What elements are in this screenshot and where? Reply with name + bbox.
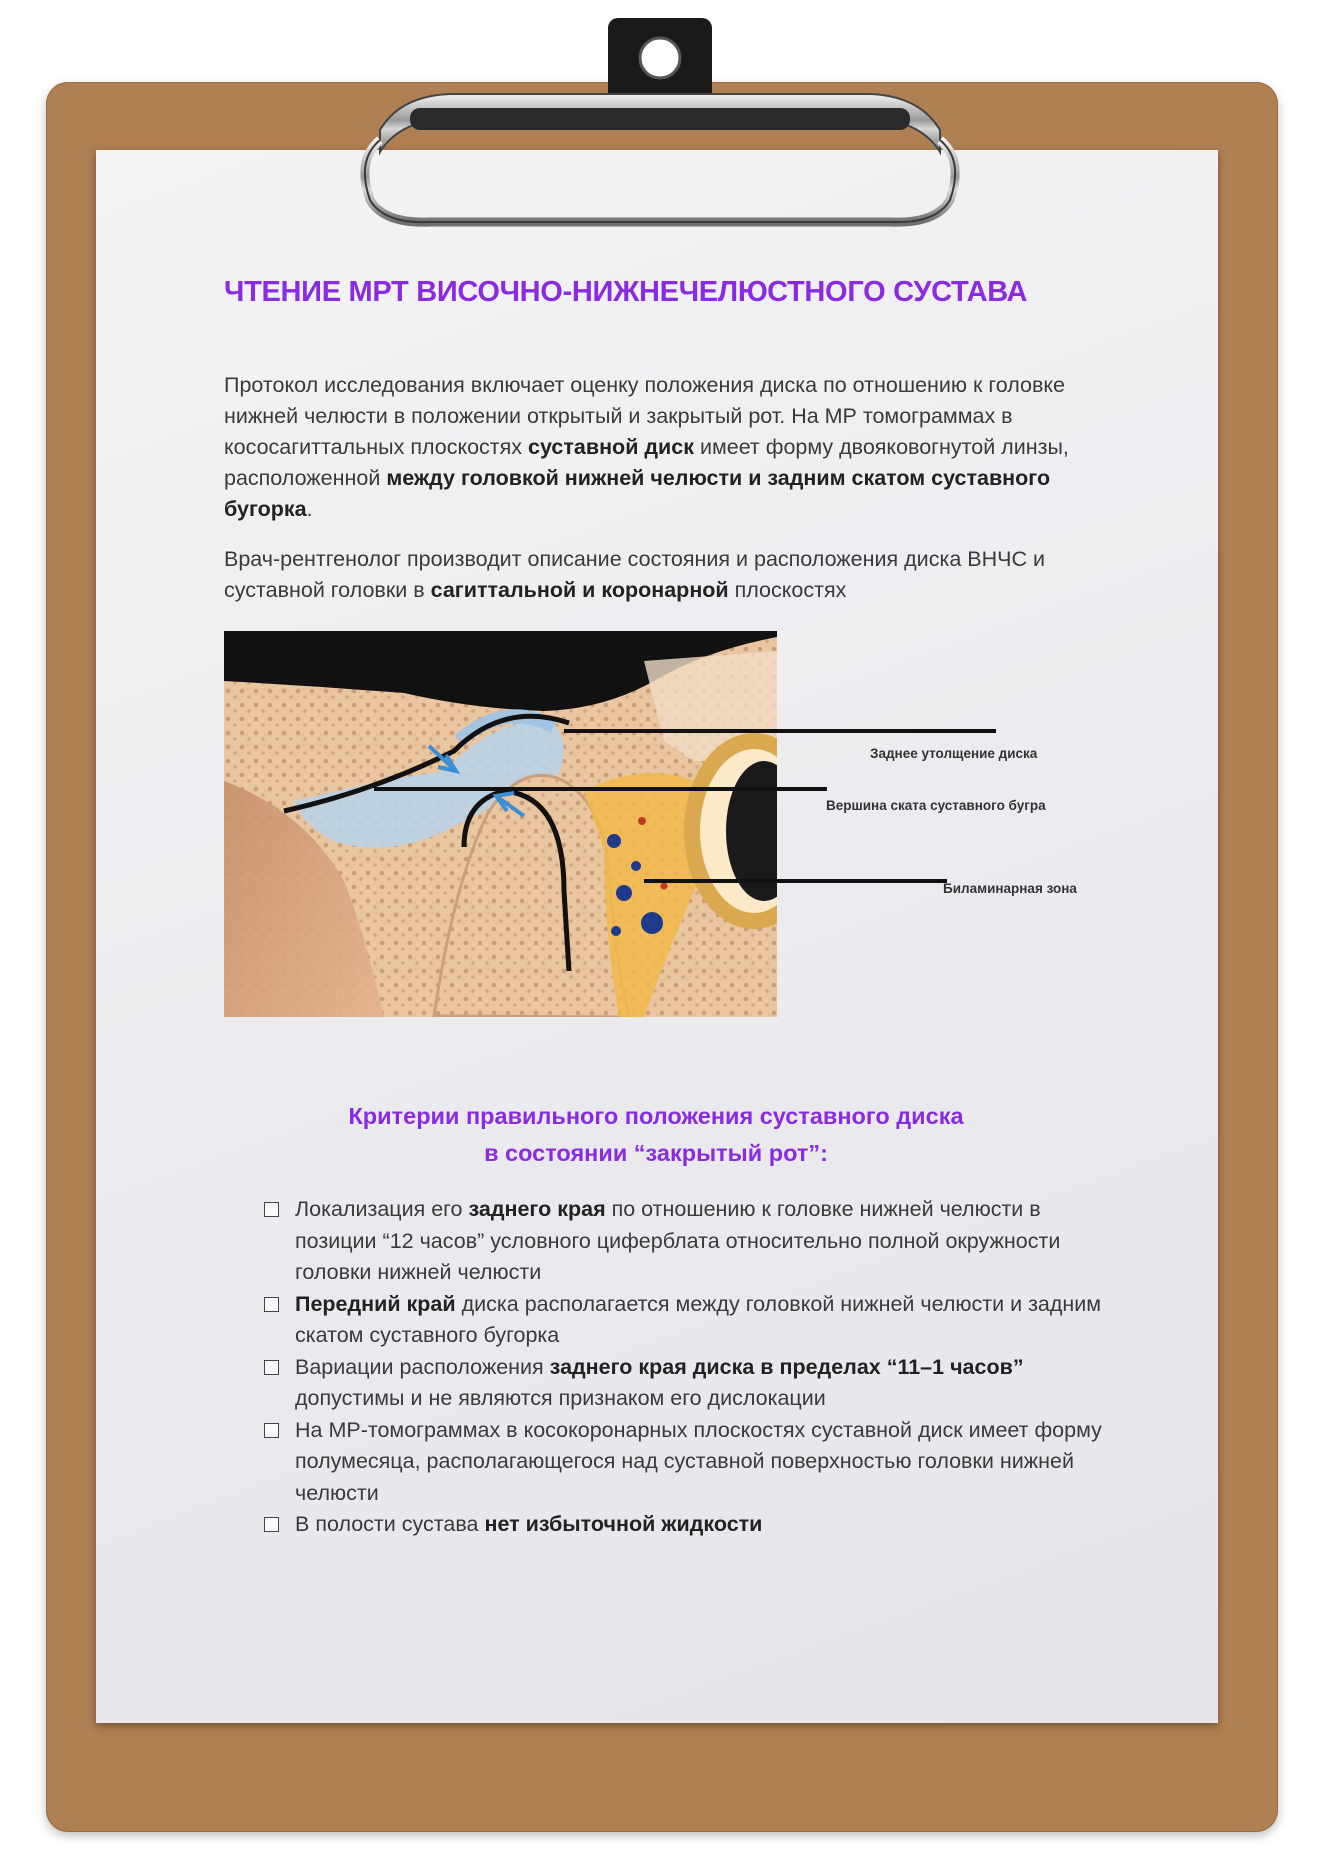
item-emphasis: Передний край	[295, 1291, 456, 1316]
checkbox-icon[interactable]	[264, 1517, 279, 1532]
checkbox-icon[interactable]	[264, 1297, 279, 1312]
item-text: диска располагается между головкой нижней челюсти и задним скатом суставного бугорка	[295, 1291, 1102, 1347]
criteria-item	[262, 1415, 1102, 1510]
item-text: Локализация его	[295, 1197, 469, 1221]
intro-text: имеет форму двояковогнутой линзы, расположенной	[224, 435, 1069, 490]
intro-text: Протокол исследования включает оценку положения диска по отношению к головке нижней челюсти в положении открытый и закрытый рот. На МР томограммах в кососагиттальных плоскостях	[224, 373, 1066, 459]
description-text: Врач-рентгенолог производит описание состояния и расположения диска ВНЧС и суставной головки в	[224, 547, 1045, 602]
intro-paragraph	[224, 370, 1084, 525]
tmj-illustration	[224, 631, 777, 1017]
item-emphasis: заднего края	[468, 1197, 606, 1221]
item-emphasis: нет избыточной жидкости	[484, 1512, 763, 1536]
label-bilaminar-zone: Биламинарная зона	[943, 881, 1077, 896]
checkbox-icon[interactable]	[264, 1360, 279, 1375]
item-emphasis: заднего края диска в пределах “11–1 часов”	[549, 1354, 1024, 1379]
description-paragraph	[224, 544, 1084, 606]
criteria-heading	[224, 1098, 1088, 1172]
checkbox-icon[interactable]	[264, 1202, 279, 1217]
checkbox-icon[interactable]	[264, 1423, 279, 1438]
intro-text: .	[306, 497, 313, 521]
intro-emphasis: между головкой нижней челюсти и задним скатом суставного бугорка	[224, 466, 1051, 521]
page-title: ЧТЕНИЕ МРТ ВИСОЧНО-НИЖНЕЧЕЛЮСТНОГО СУСТАВА	[224, 276, 1028, 308]
intro-emphasis: суставной диск	[528, 435, 694, 459]
criteria-heading-line2: в состоянии “закрытый рот”:	[484, 1140, 828, 1166]
description-text: плоскостях	[728, 578, 847, 602]
item-text: по отношению к головке нижней челюсти в позиции “12 часов” условного циферблата относительно полной окружности головки нижней челюсти	[295, 1197, 1061, 1284]
label-eminence-apex: Вершина ската суставного бугра	[826, 798, 1046, 813]
item-text: допустимы и не являются признаком его дислокации	[295, 1386, 826, 1410]
criteria-item	[262, 1289, 1102, 1352]
item-text: Вариации расположения	[295, 1354, 550, 1379]
item-text: На МР-томограммах в косокоронарных плоскостях суставной диск имеет форму полумесяца, располагающегося над суставной поверхностью головки нижней челюсти	[295, 1417, 1102, 1505]
label-posterior-band: Заднее утолщение диска	[870, 746, 1038, 761]
criteria-item	[262, 1352, 1102, 1415]
description-emphasis: сагиттальной и коронарной	[430, 578, 729, 602]
clipboard-clip-icon	[340, 10, 980, 230]
criteria-item	[262, 1509, 1102, 1541]
criteria-list	[262, 1194, 1102, 1541]
criteria-heading-line1: Критерии правильного положения суставного диска	[348, 1103, 964, 1129]
figure-leader-lines	[777, 631, 997, 1017]
criteria-item	[262, 1194, 1102, 1289]
item-text: В полости сустава	[295, 1512, 485, 1536]
